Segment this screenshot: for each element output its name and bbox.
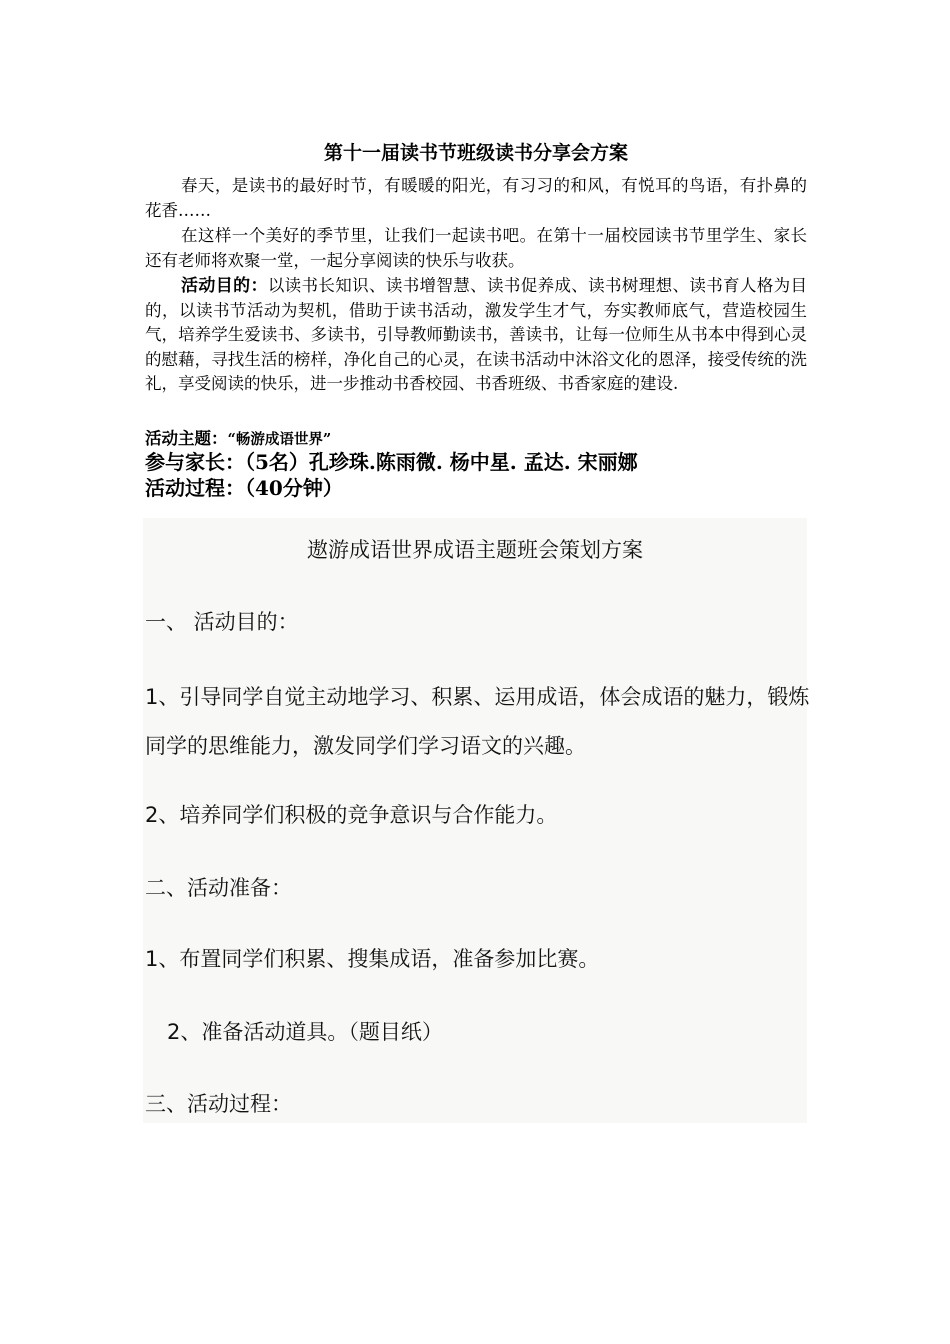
document-title: 第十一届读书节班级读书分享会方案 [323,142,628,164]
plan-section [143,518,810,1123]
plan-title: 遨游成语世界成语主题班会策划方案 [307,538,643,562]
activity-process: 活动过程：（40分钟） [145,476,343,500]
theme-value: “畅游成语世界” [227,431,332,448]
theme-label: 活动主题： [145,429,228,448]
intro-paragraph-1: 春天，是读书的最好时节，有暖暖的阳光，有习习的和风，有悦耳的鸟语，有扑鼻的花香…… [145,176,807,220]
plan-heading-process: 三、活动过程： [145,1092,292,1116]
intro-paragraph-2: 在这样一个美好的季节里，让我们一起读书吧。在第十一届校园读书节里学生、家长还有老师将欢聚一堂，一起分享阅读的快乐与收获。 [145,226,807,270]
purpose-text: 以读书长知识、读书增智慧、读书促养成、读书树理想、读书育人格为目的，以读书节活动为契机，借助于读书活动，激发学生才气，夯实教师底气，营造校园生气，培养学生爱读书、多读书，引导教师勤读书，善读书，让每一位师生从书本中得到心灵的慰藉，寻找生活的榜样，净化自己的心灵，在读书活动中沐浴文化的恩泽，接受传统的洗礼，享受阅读的快乐，进一步推动书香校园、书香班级、书香家庭的建设. [145,276,808,393]
plan-preparation-item-2: 2、准备活动道具。（题目纸） [167,1020,443,1044]
plan-preparation-item-1: 1、布置同学们积累、搜集成语，准备参加比赛。 [145,947,600,971]
plan-purpose-item-2: 2、培养同学们积极的竞争意识与合作能力。 [145,803,558,827]
participating-parents: 参与家长：（5名）孔珍珠.陈雨微. 杨中星. 孟达. 宋丽娜 [145,450,638,474]
plan-purpose-item-1: 1、引导同学自觉主动地学习、积累、运用成语，体会成语的魅力，锻炼 [145,685,810,709]
plan-heading-preparation: 二、活动准备： [145,876,292,900]
purpose-paragraph [145,274,807,397]
plan-purpose-item-1-cont: 同学的思维能力，激发同学们学习语文的兴趣。 [145,734,586,758]
purpose-label: 活动目的： [181,276,268,296]
plan-heading-purpose: 一、 活动目的： [145,610,299,634]
